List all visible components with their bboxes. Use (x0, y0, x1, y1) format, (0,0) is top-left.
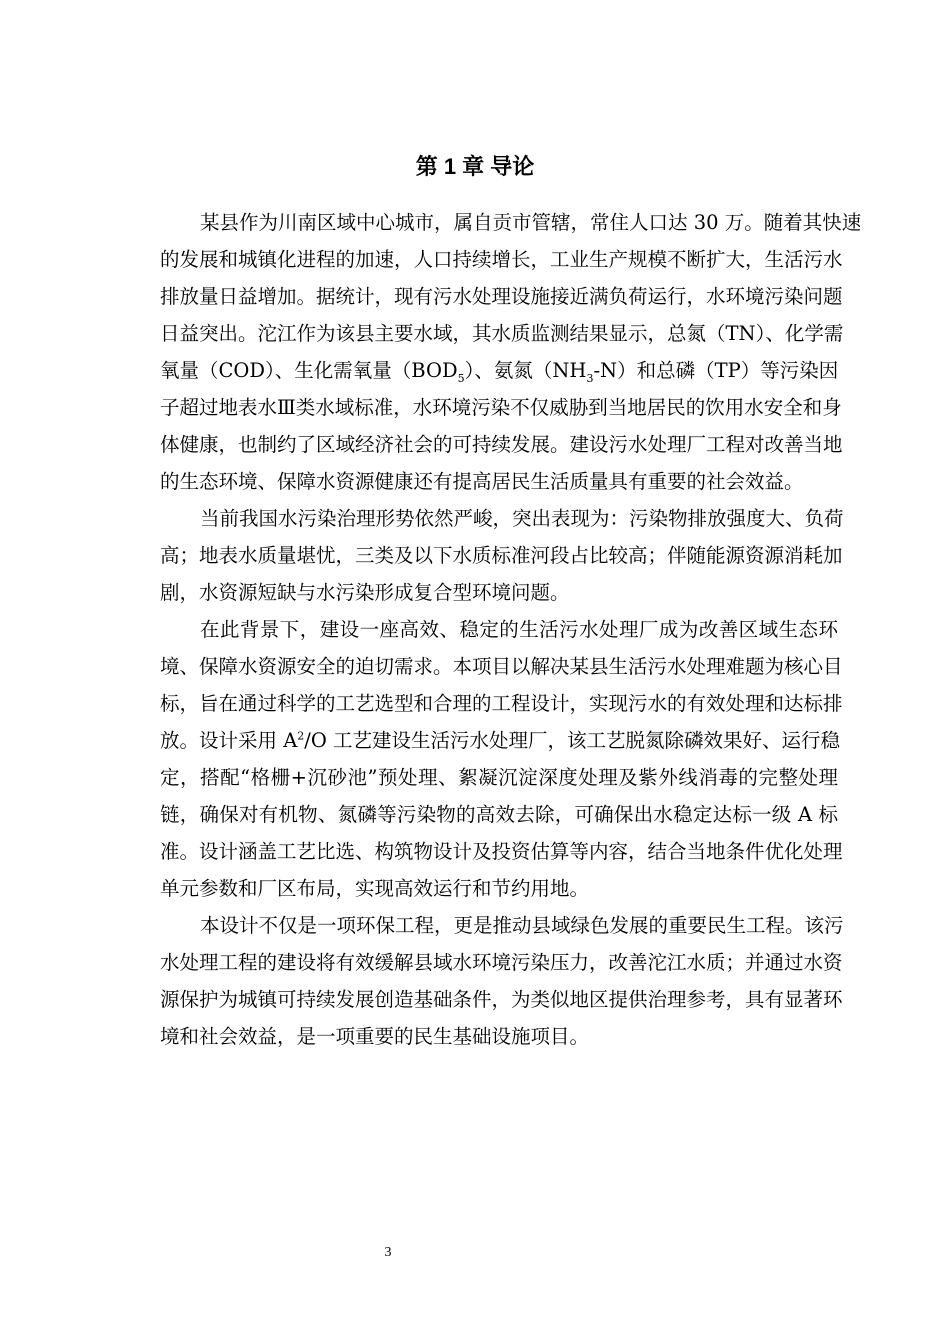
text-line (160, 315, 844, 352)
text-segment: -N）和总磷（TP）等污染因 (593, 359, 839, 382)
chapter-title: 第 1 章 导论 (415, 154, 535, 179)
text-segment: 排放量日益增加。据统计，现有污水处理设施接近满负荷运行，水环境污染问题 (160, 285, 843, 308)
text-line (160, 537, 843, 574)
text-segment: 的发展和城镇化进程的加速，人口持续增长，工业生产规模不断扩大，生活污水 (160, 248, 843, 271)
text-segment: 定，搭配“格栅+沉砂池”预处理、絮凝沉淀深度处理及紫外线消毒的完整处理 (160, 766, 838, 789)
text-line (160, 426, 843, 463)
text-segment: /O 工艺建设生活污水处理厂，该工艺脱氮除磷效果好、运行稳 (304, 729, 841, 752)
text-segment: 准。设计涵盖工艺比选、构筑物设计及投资估算等内容，结合当地条件优化处理 (160, 840, 843, 863)
paragraph (160, 500, 844, 611)
text-line (160, 352, 838, 389)
text-line (160, 500, 844, 537)
text-segment: 链，确保对有机物、氮磷等污染物的高效去除，可确保出水稳定达标一级 A 标 (160, 803, 838, 826)
subscript: 5 (457, 371, 465, 385)
superscript: 2 (297, 729, 305, 743)
text-line (160, 722, 841, 759)
text-line (160, 574, 838, 611)
text-segment: 氧量（COD）、生化需氧量（BOD (160, 359, 458, 382)
text-segment: 源保护为城镇可持续发展创造基础条件，为类似地区提供治理参考，具有显著环 (160, 988, 843, 1011)
text-line (160, 870, 838, 907)
text-line (160, 944, 843, 981)
text-segment: 水处理工程的建设将有效缓解县域水环境污染压力，改善沱江水质；并通过水资 (160, 951, 843, 974)
text-segment: 在此背景下，建设一座高效、稳定的生活污水处理厂成为改善区域生态环 (200, 618, 838, 641)
paragraph (160, 907, 844, 1055)
text-segment: 单元参数和厂区布局，实现高效运行和节约用地。 (160, 877, 590, 900)
page-number: 3 (384, 1245, 392, 1260)
text-segment: ）、氨氮（NH (464, 359, 587, 382)
text-line (160, 463, 838, 500)
subscript: 3 (586, 371, 594, 385)
text-line (160, 204, 862, 241)
document-body (160, 204, 862, 1055)
text-line (160, 278, 843, 315)
text-segment: 某县作为川南区域中心城市，属自贡市管辖，常住人口达 30 万。随着其快速 (200, 211, 862, 234)
text-line (160, 685, 843, 722)
text-segment: 体健康，也制约了区域经济社会的可持续发展。建设污水处理厂工程对改善当地 (160, 433, 843, 456)
text-line (160, 981, 843, 1018)
text-line (160, 389, 842, 426)
text-segment: 子超过地表水Ⅲ类水域标准，水环境污染不仅威胁到当地居民的饮用水安全和身 (160, 396, 842, 419)
text-segment: 的生态环境、保障水资源健康还有提高居民生活质量具有重要的社会效益。 (160, 470, 804, 493)
text-segment: 境、保障水资源安全的迫切需求。本项目以解决某县生活污水处理难题为核心目 (160, 655, 843, 678)
text-segment: 剧，水资源短缺与水污染形成复合型环境问题。 (160, 581, 570, 604)
text-segment: 日益突出。沱江作为该县主要水域，其水质监测结果显示，总氮（TN）、化学需 (160, 322, 844, 345)
text-segment: 高；地表水质量堪忧，三类及以下水质标准河段占比较高；伴随能源资源消耗加 (160, 544, 843, 567)
text-segment: 本设计不仅是一项环保工程，更是推动县域绿色发展的重要民生工程。该污 (200, 914, 844, 937)
text-line (160, 796, 838, 833)
paragraph (160, 204, 862, 500)
text-segment: 境和社会效益，是一项重要的民生基础设施项目。 (160, 1025, 590, 1048)
text-line (160, 907, 844, 944)
text-segment: 放。设计采用 A (160, 729, 298, 752)
text-line (160, 1018, 838, 1055)
text-segment: 当前我国水污染治理形势依然严峻，突出表现为：污染物排放强度大、负荷 (200, 507, 844, 530)
text-line (160, 611, 838, 648)
text-line (160, 759, 838, 796)
text-line (160, 833, 843, 870)
paragraph (160, 611, 843, 907)
text-line (160, 241, 843, 278)
text-line (160, 648, 843, 685)
text-segment: 标，旨在通过科学的工艺选型和合理的工程设计，实现污水的有效处理和达标排 (160, 692, 843, 715)
